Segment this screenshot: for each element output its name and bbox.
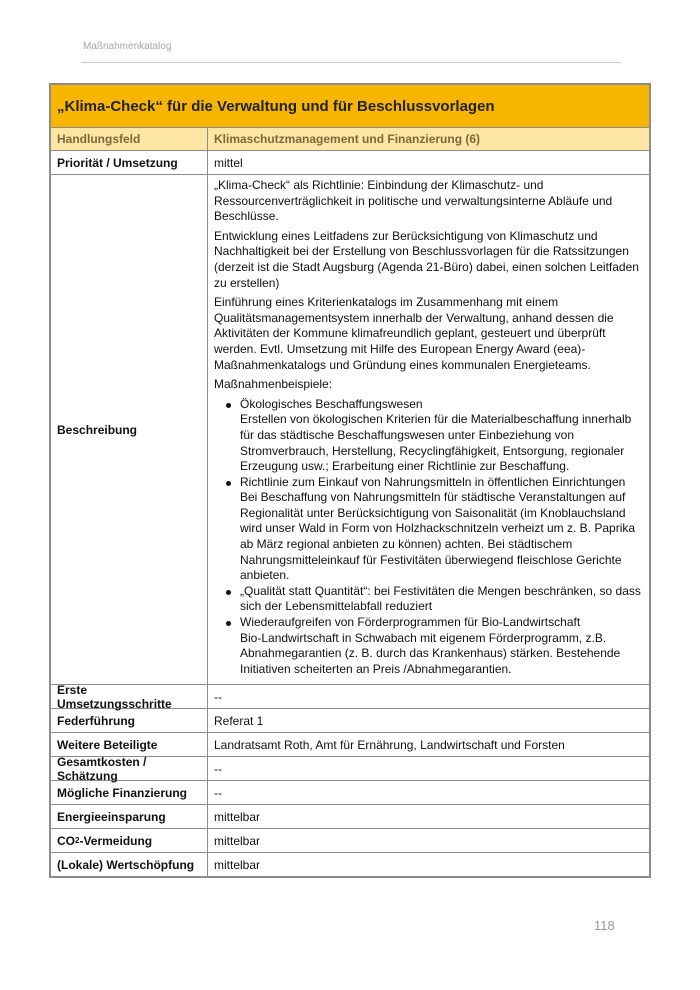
examples-list [214, 397, 643, 678]
header-divider [81, 62, 621, 63]
gesamtkosten-value: -- [214, 761, 222, 776]
page-number: 118 [594, 918, 615, 933]
federfuehrung-label: Federführung [51, 709, 208, 732]
catalog-header-label: Maßnahmenkatalog [83, 41, 172, 52]
handlungsfeld-row [51, 127, 649, 150]
erste-schritte-value: -- [214, 689, 222, 704]
bullet-icon [226, 403, 231, 408]
co2-vermeidung-label [51, 829, 208, 852]
bullet-title: Richtlinie zum Einkauf von Nahrungsmitteln in öffentlichen Einrichtungen [240, 474, 626, 489]
bullet-text: Bio-Landwirtschaft in Schwabach mit eigenem Förderprogramm, z.B. Abnahmegarantien (z. B. durch das Krankenhaus) stärken. Bestehende Initiativen scheiterten an Preis /Abnahmegarantien. [240, 630, 621, 676]
wertschoepfung-value: mittelbar [214, 857, 261, 872]
gesamtkosten-label: Gesamtkosten / Schätzung [51, 757, 208, 780]
description-paragraph: Entwicklung eines Leitfadens zur Berücksichtigung von Klimaschutz und Nachhaltigkeit bei der Erstellung von Beschlussvorlagen für die Ratssitzungen (derzeit ist die Stadt Augsburg (Agenda 21-Büro) dabei, einen solchen Leitfaden zu erstellen) [214, 228, 639, 290]
table-row [51, 852, 649, 876]
federfuehrung-value: Referat 1 [214, 713, 264, 728]
prioritaet-label: Priorität / Umsetzung [51, 151, 208, 174]
bullet-icon [226, 481, 231, 486]
finanzierung-value: -- [214, 785, 222, 800]
bullet-text: Erstellen von ökologischen Kriterien für die Materialbeschaffung innerhalb für das städtische Beschaffungswesen unter Einbeziehung von Stromverbrauch, Herstellung, Recyclingfähigkeit, Entsorgung, regionaler Erzeugung usw.; Erarbeitung einer Richtlinie zur Beschaffung. [240, 412, 632, 474]
description-paragraph: „Klima-Check“ als Richtlinie: Einbindung der Klimaschutz- und Ressourcenverträglichkeit in politische und verwaltungsinterne Abläufe und Beschlüsse. [214, 178, 613, 224]
measure-title: „Klima-Check“ für die Verwaltung und für Beschlussvorlagen [51, 85, 649, 127]
beschreibung-row [51, 174, 649, 684]
handlungsfeld-label: Handlungsfeld [51, 128, 208, 150]
table-row [51, 804, 649, 828]
list-item [214, 475, 643, 584]
co2-subscript: 2 [75, 836, 80, 845]
beschreibung-label: Beschreibung [51, 175, 208, 684]
table-row [51, 754, 649, 783]
co2-prefix: CO [57, 833, 75, 848]
energieeinsparung-value: mittelbar [214, 809, 261, 824]
prioritaet-value: mittel [214, 155, 243, 170]
list-item [214, 584, 643, 615]
examples-label: Maßnahmenbeispiele: [214, 377, 333, 392]
list-item [214, 397, 643, 475]
wertschoepfung-label: (Lokale) Wertschöpfung [51, 853, 208, 876]
measure-table [49, 83, 651, 878]
table-row [51, 828, 649, 852]
bullet-icon [226, 590, 231, 595]
bullet-title: „Qualität statt Quantität“: bei Festivitäten die Mengen beschränken, so dass sich der Lebensmittelabfall reduziert [240, 583, 641, 614]
co2-suffix: -Vermeidung [79, 833, 153, 848]
co2-vermeidung-value: mittelbar [214, 833, 261, 848]
table-row [51, 732, 649, 756]
handlungsfeld-value: Klimaschutzmanagement und Finanzierung (6) [214, 132, 481, 146]
weitere-beteiligte-value: Landratsamt Roth, Amt für Ernährung, Landwirtschaft und Forsten [214, 737, 565, 752]
finanzierung-label: Mögliche Finanzierung [51, 781, 208, 804]
prioritaet-row [51, 150, 649, 174]
bullet-title: Wiederaufgreifen von Förderprogrammen für Bio-Landwirtschaft [240, 615, 581, 630]
bullet-text: Bei Beschaffung von Nahrungsmitteln für städtische Veranstaltungen auf Regionalität unter Berücksichtigung von Saisonalität (im Knoblauchsland wird unser Wald in Form von Holzhackschnitzeln verheizt um z. B. Paprika ab März regional anbieten zu können) achten. Bei städtischem Nahrungsmitteleinkauf für Festivitäten überwiegend fleischlose Gerichte anbieten. [240, 490, 636, 583]
table-row [51, 780, 649, 804]
weitere-beteiligte-label: Weitere Beteiligte [51, 733, 208, 756]
bullet-title: Ökologisches Beschaffungswesen [240, 396, 423, 411]
table-row [51, 682, 649, 711]
beschreibung-content [208, 175, 649, 684]
list-item [214, 615, 643, 677]
energieeinsparung-label: Energieeinsparung [51, 805, 208, 828]
erste-schritte-label: Erste Umsetzungsschritte [51, 685, 208, 708]
bullet-icon [226, 621, 231, 626]
table-row [51, 708, 649, 732]
description-paragraph: Einführung eines Kriterienkatalogs im Zusammenhang mit einem Qualitätsmanagementsystem innerhalb der Verwaltung, anhand dessen die Aktivitäten der Kommune klimafreundlich geplant, gesteuert und überprüft werden. Evtl. Umsetzung mit Hilfe des European Energy Award (eea)-Maßnahmenkatalogs und Gründung eines kommunalen Energieteams. [214, 295, 614, 372]
